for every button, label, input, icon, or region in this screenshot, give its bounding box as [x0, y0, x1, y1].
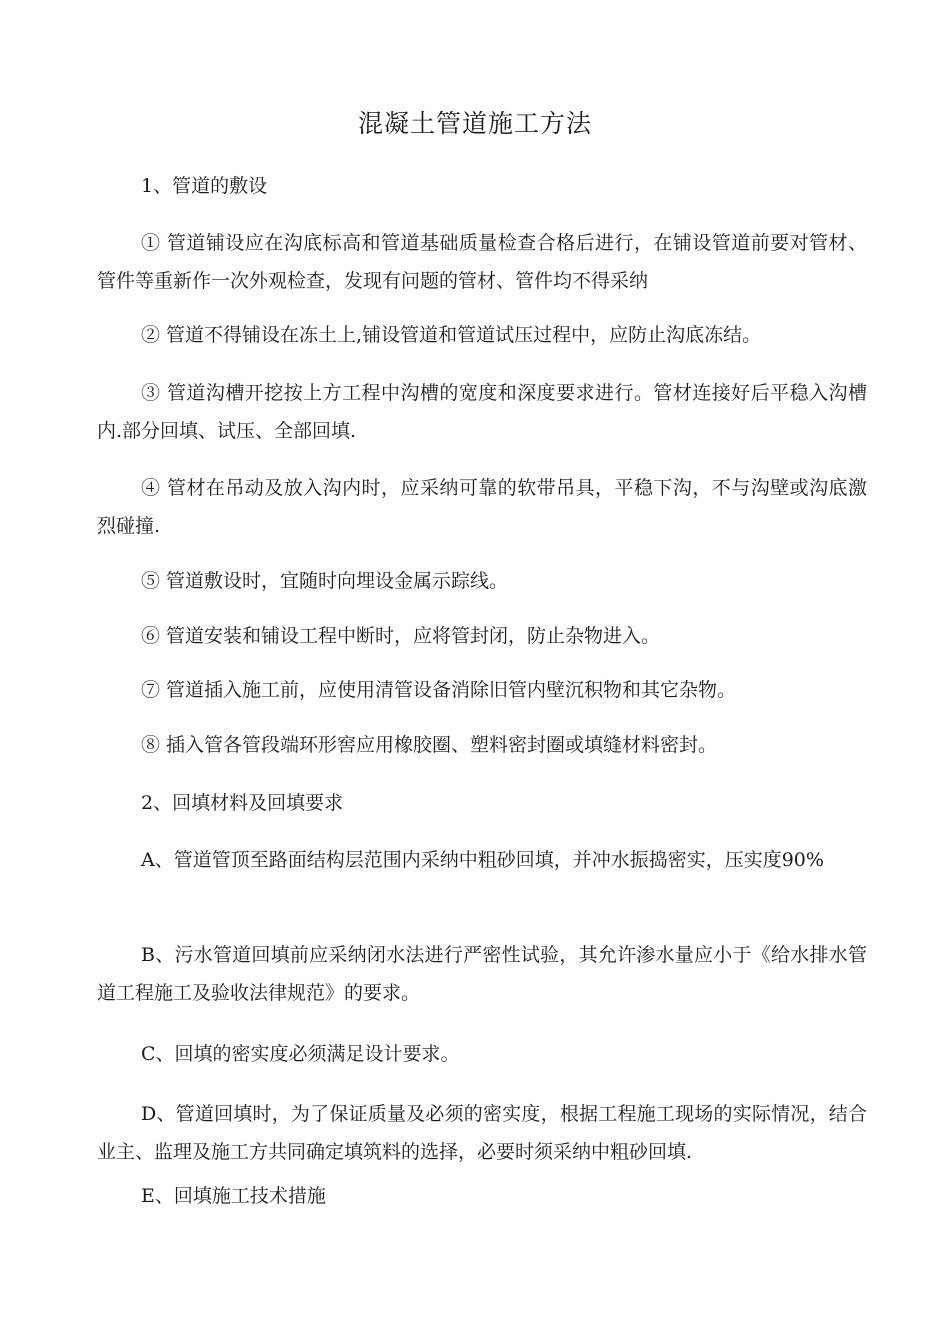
- section-heading-1: 1、管道的敷设: [141, 175, 268, 197]
- paragraph-item-3: ③ 管道沟槽开挖按上方工程中沟槽的宽度和深度要求进行。管材连接好后平稳入沟槽内.部分回填、试压、全部回填.: [97, 382, 867, 442]
- paragraph-item-d: D、管道回填时，为了保证质量及必须的密实度，根据工程施工现场的实际情况，结合业主、监理及施工方共同确定填筑料的选择，必要时须采纳中粗砂回填.: [97, 1103, 867, 1163]
- paragraph-item-c: C、回填的密实度必须满足设计要求。: [141, 1043, 460, 1065]
- paragraph-item-7: ⑦ 管道插入施工前，应使用清管设备消除旧管内壁沉积物和其它杂物。: [141, 679, 737, 701]
- paragraph-item-1: ① 管道铺设应在沟底标高和管道基础质量检查合格后进行，在铺设管道前要对管材、管件等重新作一次外观检查，发现有问题的管材、管件均不得采纳: [97, 232, 867, 292]
- paragraph-item-6: ⑥ 管道安装和铺设工程中断时，应将管封闭，防止杂物进入。: [141, 625, 661, 647]
- document-title: 混凝土管道施工方法: [357, 109, 592, 138]
- paragraph-item-8: ⑧ 插入管各管段端环形窖应用橡胶圈、塑料密封圈或填缝材料密封。: [141, 734, 718, 756]
- paragraph-item-4: ④ 管材在吊动及放入沟内时，应采纳可靠的软带吊具，平稳下沟，不与沟壁或沟底激烈碰撞.: [97, 477, 867, 537]
- paragraph-item-a: A、管道管顶至路面结构层范围内采纳中粗砂回填，并冲水振捣密实，压实度90%: [141, 849, 824, 871]
- paragraph-item-5: ⑤ 管道敷设时，宜随时向埋设金属示踪线。: [141, 570, 509, 592]
- section-heading-2: 2、回填材料及回填要求: [141, 792, 344, 814]
- paragraph-item-e: E、回填施工技术措施: [141, 1185, 326, 1207]
- paragraph-item-2: ② 管道不得铺设在冻土上,铺设管道和管道试压过程中，应防止沟底冻结。: [141, 324, 762, 346]
- paragraph-item-b: B、污水管道回填前应采纳闭水法进行严密性试验，其允许渗水量应小于《给水排水管道工程施工及验收法律规范》的要求。: [97, 944, 867, 1004]
